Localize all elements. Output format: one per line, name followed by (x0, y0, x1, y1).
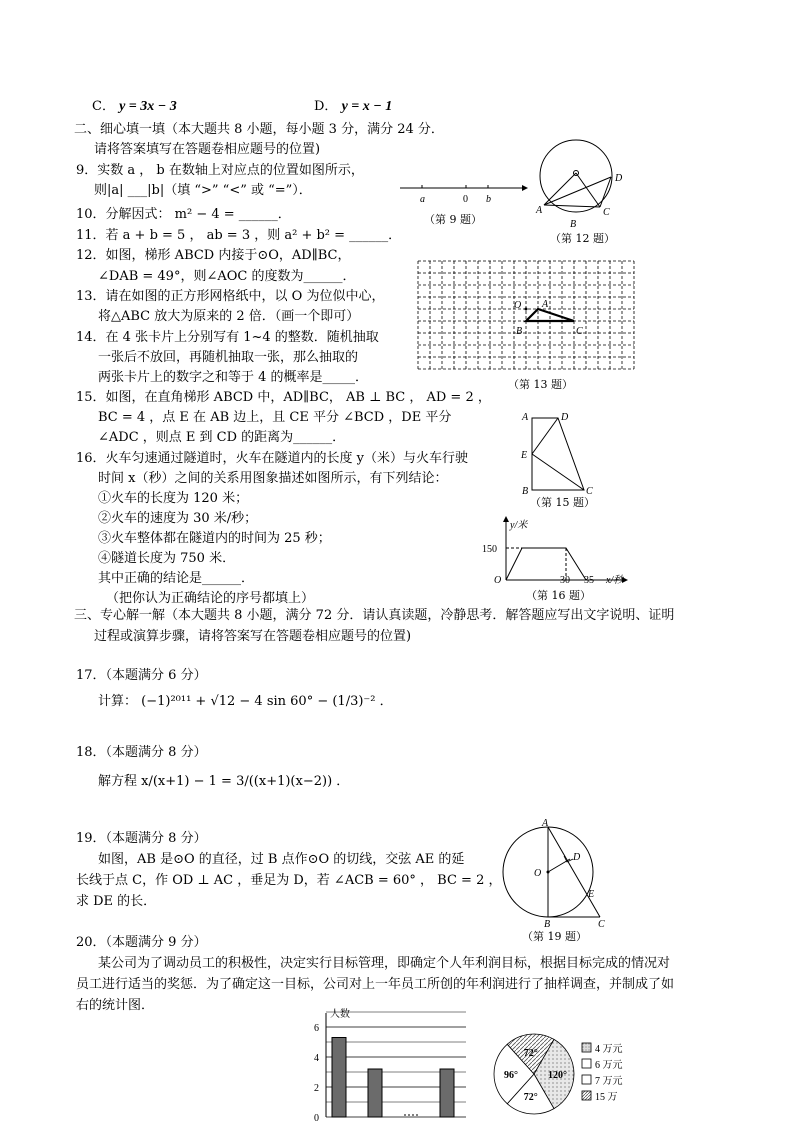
q12-figure (536, 137, 626, 233)
option-c-expr: y = 3x − 3 (119, 99, 177, 114)
q9-label-b: b (486, 194, 491, 205)
pie-legend-swatch (582, 1075, 591, 1084)
pie-legend-label: 4 万元 (595, 1044, 623, 1055)
option-d-label: D． (314, 99, 338, 114)
option-c (92, 98, 177, 116)
bar-chart-bar (368, 1069, 382, 1117)
section2-line1: 二、细心填一填（本大题共 8 小题，每小题 3 分，满分 24 分． (74, 122, 444, 137)
q15-line2: BC = 4 ，点 E 在 AB 边上，且 CE 平分 ∠BCD ，DE 平分 (98, 410, 452, 425)
q20-line3: 右的统计图． (76, 998, 155, 1013)
q19-line3: 求 DE 的长． (76, 894, 157, 909)
q17-text: 计算： (−1)²⁰¹¹ + √12 − 4 sin 60° − (1/3)⁻² ． (98, 694, 393, 709)
q16-origin: O (494, 575, 502, 586)
q19-label-b: B (544, 919, 551, 930)
section3-line2: 过程或演算步骤，请将答案写在答题卷相应题号的位置) (94, 629, 412, 644)
q15-label-a: A (522, 412, 529, 423)
q15-caption: （第 15 题） (530, 496, 595, 509)
q16-xlabel: x/秒 (606, 575, 624, 586)
q16-line1: 16．火车匀速通过隧道时，火车在隧道内的长度 y（米）与火车行驶 (76, 451, 469, 466)
q19-label-o: O (534, 868, 542, 879)
pie-chart-slice-label: 72° (523, 1091, 538, 1103)
q19-label-d: D (573, 852, 581, 863)
q19-figure (500, 815, 612, 930)
q9-caption: （第 9 题） (424, 213, 482, 226)
q13-caption: （第 13 题） (508, 378, 573, 391)
q9-line1: 9．实数 a ， b 在数轴上对应点的位置如图所示， (76, 163, 364, 178)
q13-line2: 将△ABC 放大为原来的 2 倍．（画一个即可） (98, 309, 360, 324)
q9-label-a: a (420, 194, 425, 205)
q18-text: 解方程 x/(x+1) − 1 = 3/((x+1)(x−2)) ． (98, 774, 350, 789)
q19-label-a: A (542, 818, 549, 829)
q11-text: 11．若 a + b = 5 ， ab = 3 ，则 a² + b² = ______． (76, 228, 402, 243)
q13-line1: 13．请在如图的正方形网格纸中，以 O 为位似中心， (76, 289, 385, 304)
pie-chart-slice-label: 96° (504, 1070, 518, 1081)
q19-line2: 长线于点 C，作 OD ⊥ AC ，垂足为 D，若 ∠ACB = 60° ， BC = 2 ， (76, 873, 502, 888)
bar-chart-ytick: 0 (314, 1113, 319, 1123)
option-d (314, 98, 392, 116)
q9-line2: 则|a| ___|b|（填 “>” “<” 或 “=”）． (94, 183, 312, 198)
q16-y150: 150 (482, 544, 497, 555)
q16-graph (482, 516, 632, 586)
q15-line3: ∠ADC ，则点 E 到 CD 的距离为______． (98, 430, 346, 445)
q15-figure (518, 410, 598, 498)
bar-chart (306, 1005, 486, 1123)
q15-label-c: C (586, 486, 593, 497)
q16-x35: 35 (584, 575, 594, 586)
q16-line2: 时间 x（秒）之间的关系用图象描述如图所示，有下列结论： (98, 471, 448, 486)
q19-line1: 如图，AB 是⊙O 的直径，过 B 点作⊙O 的切线，交弦 AE 的延 (98, 852, 465, 867)
q12-label-a: A (536, 205, 543, 216)
q13-grid (418, 261, 638, 369)
pie-chart-slice-label: 120° (548, 1070, 567, 1081)
q12-line1: 12．如图，梯形 ABCD 内接于⊙O，AD∥BC， (76, 248, 351, 263)
bar-chart-ytick: 6 (314, 1023, 319, 1034)
q19-head: 19．（本题满分 8 分） (76, 831, 207, 846)
q16-caption: （第 16 题） (526, 589, 591, 602)
bar-chart-bar (440, 1069, 454, 1117)
q13-label-b: B (516, 326, 523, 337)
q13-label-o: O (514, 300, 522, 311)
q16-line7: 其中正确的结论是______． (98, 571, 255, 586)
q16-item-1: ①火车的长度为 120 米； (98, 491, 249, 506)
pie-legend-swatch (582, 1059, 591, 1068)
q16-x30: 30 (560, 575, 570, 586)
pie-legend (582, 1043, 642, 1113)
bar-chart-ytick: 4 (314, 1053, 319, 1064)
pie-legend-swatch (582, 1091, 591, 1100)
q15-line1: 15．如图，在直角梯形 ABCD 中，AD∥BC， AB ⊥ BC ， AD = 2 ， (76, 390, 491, 405)
q13-label-c: C (576, 326, 583, 337)
q14-line2: 一张后不放回，再随机抽取一张，那么抽取的 (98, 350, 359, 365)
q15-label-b: B (522, 486, 529, 497)
bar-chart-ytick: 2 (314, 1083, 319, 1094)
option-d-expr: y = x − 1 (341, 99, 393, 114)
q16-line8: （把你认为正确结论的序号都填上） (106, 591, 315, 606)
q16-item-4: ④隧道长度为 750 米． (98, 551, 236, 566)
q14-line3: 两张卡片上的数字之和等于 4 的概率是_____． (98, 370, 369, 385)
q16-item-2: ②火车的速度为 30 米/秒； (98, 511, 258, 526)
q20-head: 20．（本题满分 9 分） (76, 935, 207, 950)
bar-chart-bar (332, 1038, 346, 1118)
q12-label-b: B (570, 219, 577, 230)
q16-ylabel: y/米 (510, 520, 528, 531)
pie-chart (488, 1030, 580, 1120)
q13-label-a: A (542, 299, 549, 310)
option-c-label: C． (92, 99, 115, 114)
q19-caption: （第 19 题） (522, 930, 587, 943)
q12-line2: ∠DAB = 49°，则∠AOC 的度数为______． (98, 269, 356, 284)
bar-chart-ylabel: 人数 (330, 1009, 350, 1020)
q20-line2: 员工进行适当的奖惩．为了确定这一目标，公司对上一年员工所创的年利润进行了抽样调查，并制成了如 (76, 977, 675, 992)
pie-legend-label: 7 万元 (595, 1076, 623, 1087)
q9-label-zero: 0 (463, 194, 468, 205)
q12-caption: （第 12 题） (550, 232, 615, 245)
q12-label-d: D (615, 173, 623, 184)
q10-text: 10．分解因式： m² − 4 = ______． (76, 207, 291, 222)
q15-label-d: D (561, 412, 569, 423)
pie-legend-swatch (582, 1043, 591, 1052)
q9-number-line (400, 180, 530, 210)
pie-legend-label: 6 万元 (595, 1060, 623, 1071)
q12-label-c: C (603, 207, 610, 218)
q19-label-e: E (588, 889, 595, 900)
section2-line2: 请将答案填写在答题卷相应题号的位置) (94, 142, 321, 157)
section3-line1: 三、专心解一解（本大题共 8 小题，满分 72 分．请认真读题，冷静思考．解答题应写出文字说明、证明 (74, 608, 675, 623)
pie-legend-label: 15 万 (595, 1092, 618, 1103)
q16-item-3: ③火车整体都在隧道内的时间为 25 秒； (98, 531, 331, 546)
q14-line1: 14．在 4 张卡片上分别写有 1~4 的整数．随机抽取 (76, 330, 379, 345)
q17-head: 17．（本题满分 6 分） (76, 668, 207, 683)
q20-line1: 某公司为了调动员工的积极性，决定实行目标管理，即确定个人年利润目标，根据目标完成的情况对 (98, 956, 671, 971)
q19-label-c: C (598, 919, 605, 930)
pie-chart-slice-label: 72° (523, 1048, 538, 1060)
q15-label-e: E (521, 450, 528, 461)
q18-head: 18．（本题满分 8 分） (76, 745, 207, 760)
